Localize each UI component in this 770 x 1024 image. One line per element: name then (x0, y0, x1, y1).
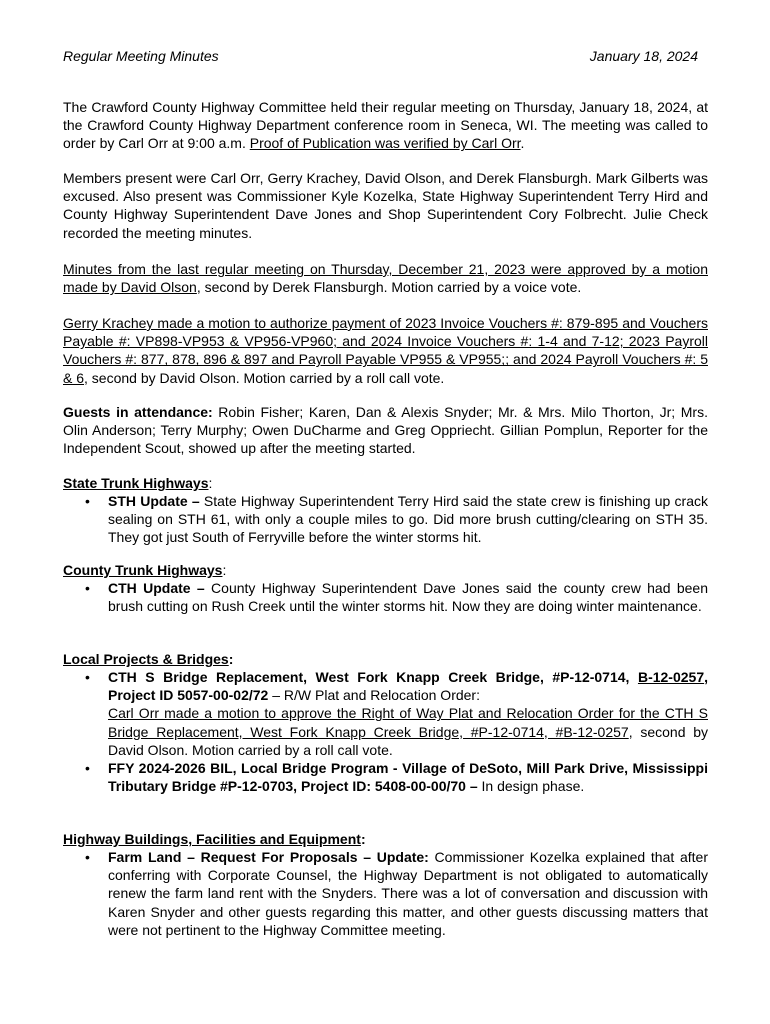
section-heading: State Trunk Highways (63, 475, 209, 491)
header-title: Regular Meeting Minutes (63, 48, 219, 64)
item-label: Farm Land – Request For Proposals – Update: (108, 849, 429, 865)
item-text: Commissioner Kozelka explained that after conferring with Corporate Counsel, the Highway Department is not obligated to automatically renew the farm land rent with the Snyders. There was a lot of conversation and discussion with Karen Snyder and other guests regarding this matter, and other guests discussing matters that were not pertinent to the Highway Committee meeting. (108, 849, 708, 938)
section-county-trunk-highways (63, 561, 708, 615)
guests-label: Guests in attendance: (63, 404, 213, 420)
item-text: – R/W Plat and Relocation Order: (268, 687, 480, 704)
guests-text: Robin Fisher; Karen, Dan & Alexis Snyder; Mr. & Mrs. Milo Thorton, Jr; Mrs. Olin Anderson; Terry Murphy; Owen DuCharme and Greg Oppriecht. Gillian Pomplun, Reporter for the Independent Scout, showed up after the meeting started. (63, 404, 708, 457)
header-date: January 18, 2024 (589, 48, 698, 64)
bullet-icon: • (85, 849, 90, 865)
bridge-number: B-12-0257 (637, 669, 705, 685)
minutes-motion: Minutes from the last regular meeting on Thursday, December 21, 2023 were approved by a motion made by David Olson (63, 261, 708, 296)
proof-of-publication: Proof of Publication was verified by Carl Orr (249, 135, 521, 152)
item-label-project: , Project ID 5057-00-02/72 (108, 669, 708, 704)
item-text: State Highway Superintendent Terry Hird said the state crew is finishing up crack sealing on STH 61, with only a couple miles to go. Did more brush cutting/clearing on STH 35. They got just South of Ferryville before the winter storms hit. (108, 493, 708, 546)
section-heading: Highway Buildings, Facilities and Equipment (63, 831, 361, 847)
item-label: CTH Update – (108, 580, 205, 596)
bridge-motion: Carl Orr made a motion to approve the Right of Way Plat and Relocation Order for the CTH S Bridge Replacement, West Fork Knapp Creek Bridge, #P-12-0714, #B-12-0257 (108, 705, 708, 740)
list-item (108, 759, 708, 795)
opening-text: The Crawford County Highway Committee held their regular meeting on Thursday, January 18, 2024, at the Crawford County Highway Department conference room in Seneca, WI. The meeting was called to order by Carl Orr at 9:00 a.m. (63, 99, 708, 152)
heading-colon: : (360, 831, 366, 847)
section-heading: Local Projects & Bridges (63, 651, 229, 667)
heading-colon: : (222, 562, 227, 578)
paragraph-members: Members present were Carl Orr, Gerry Krachey, David Olson, and Derek Flansburgh. Mark Gilberts was excused. Also present was Commissioner Kyle Kozelka, State Highway Superintendent Terry Hird and County Highway Superintendent Dave Jones and Shop Superintendent Cory Folbrecht. Julie Check recorded the meeting minutes. (63, 170, 708, 241)
item-text: County Highway Superintendent Dave Jones said the county crew had been brush cutting on Rush Creek until the winter storms hit. Now they are doing winter maintenance. (108, 580, 708, 615)
list-item (108, 668, 708, 759)
item-label: FFY 2024-2026 BIL, Local Bridge Program - Village of DeSoto, Mill Park Drive, Mississippi Tributary Bridge #P-12-0703, Project ID: 5408-00-00/70 – (108, 760, 708, 795)
item-label: STH Update – (108, 493, 200, 509)
bullet-icon: • (85, 760, 90, 776)
paragraph-minutes-approval (63, 260, 708, 296)
item-label: CTH S Bridge Replacement, West Fork Knapp Creek Bridge, #P-12-0714, (108, 669, 638, 685)
list-item (108, 848, 708, 939)
heading-colon: : (228, 651, 234, 667)
section-heading: County Trunk Highways (63, 562, 223, 578)
item-text: In design phase. (477, 778, 585, 795)
paragraph-vouchers (63, 314, 708, 387)
list-item (108, 492, 708, 547)
bullet-icon: • (85, 669, 90, 685)
heading-colon: : (208, 475, 213, 491)
minutes-rest: , second by Derek Flansburgh. Motion carried by a voice vote. (196, 279, 582, 296)
paragraph-opening (63, 98, 708, 153)
vouchers-rest: , second by David Olson. Motion carried by a roll call vote. (84, 369, 445, 386)
bullet-icon: • (85, 580, 90, 596)
section-local-projects-bridges (63, 650, 708, 795)
vouchers-motion: Gerry Krachey made a motion to authorize payment of 2023 Invoice Vouchers #: 879-895 and Vouchers Payable #: VP898-VP953 & VP956-VP960; and 2024 Invoice Vouchers #: 1-4 and 7-12; 2023 Payroll Vouchers #: 877, 878, 896 & 897 and Payroll Payable VP955 & VP955;; and 2024 Payroll Vouchers #: 5 & 6 (63, 315, 708, 386)
paragraph-guests (63, 403, 708, 458)
list-item (108, 579, 708, 615)
bullet-icon: • (85, 493, 90, 509)
section-state-trunk-highways (63, 474, 708, 546)
section-highway-buildings (63, 830, 708, 938)
bridge-motion-rest: , second by David Olson. Motion carried by a roll call vote. (108, 723, 708, 758)
opening-end: . (520, 135, 525, 152)
